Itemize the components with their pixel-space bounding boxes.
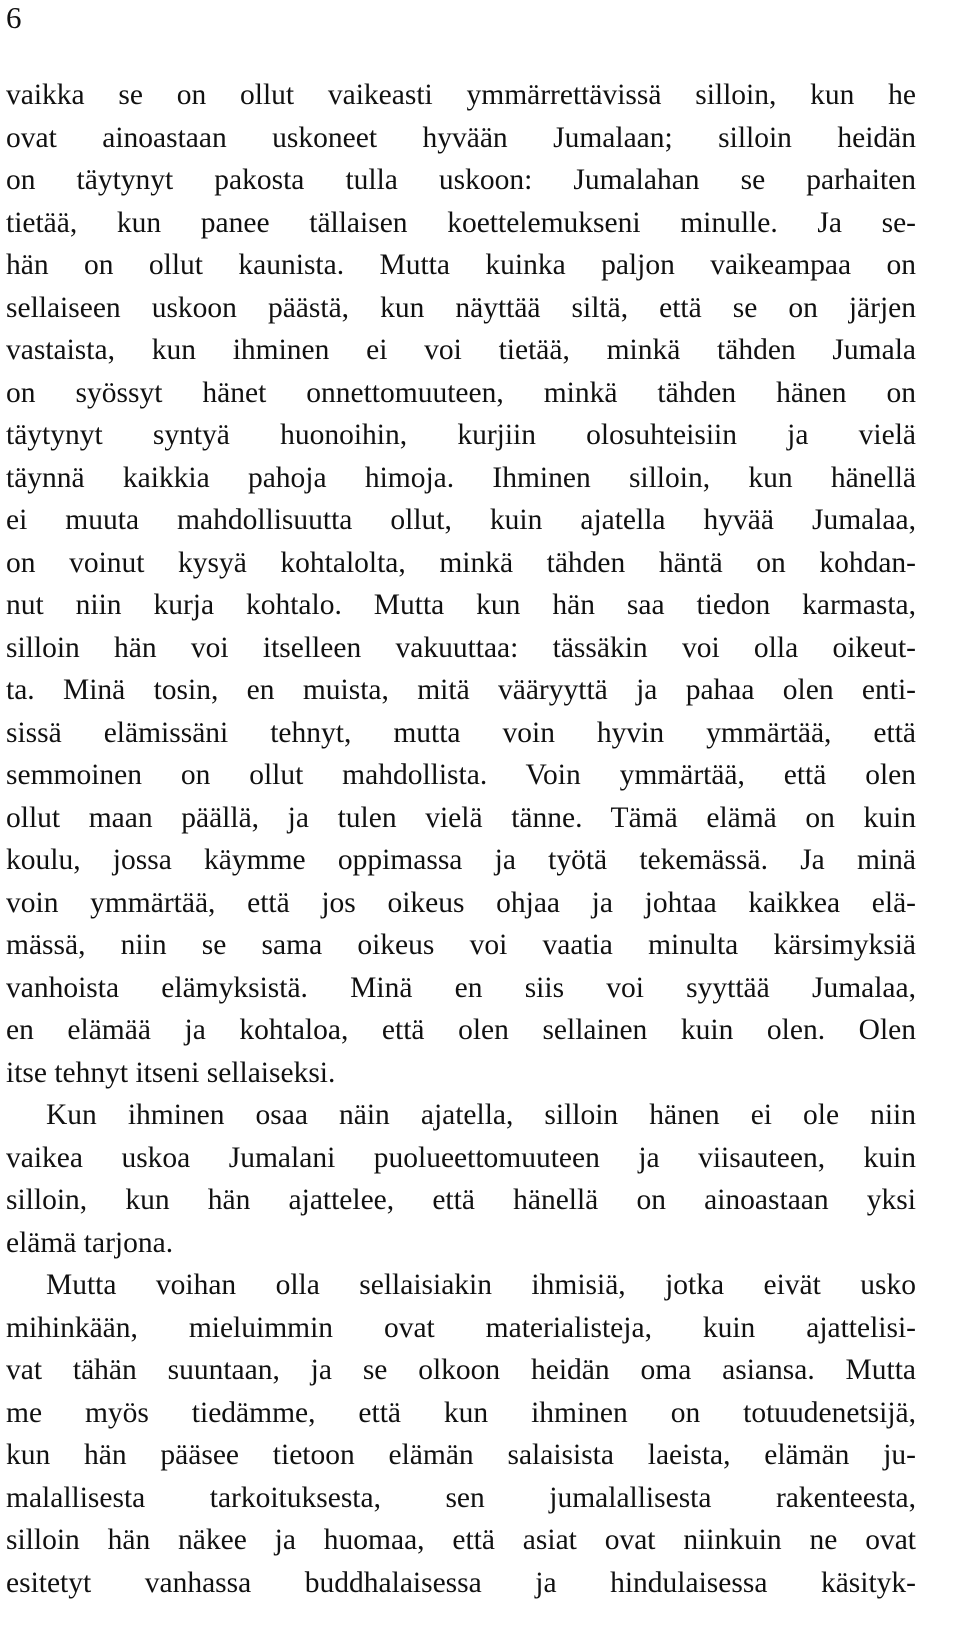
text-line: malallisesta tarkoituksesta, sen jumalallisesta rakenteesta, [6,1481,916,1514]
text-line: täytynyt syntyä huonoihin, kurjiin olosuhteisiin ja vielä [6,419,916,451]
text-line: ollut maan päällä, ja tulen vielä tänne. Tämä elämä on kuin [6,801,916,834]
text-line: hän on ollut kaunista. Mutta kuinka paljon vaikeampaa on [6,249,916,281]
text-line: Mutta voihan olla sellaisiakin ihmisiä, jotka eivät usko [46,1269,916,1301]
text-line: vanhoista elämyksistä. Minä en siis voi syyttää Jumalaa, [6,971,916,1004]
text-line: vaikka se on ollut vaikeasti ymmärrettävissä silloin, kun he [6,79,916,111]
text-line: sellaiseen uskoon päästä, kun näyttää siltä, että se on järjen [6,291,916,324]
text-line: silloin hän näkee ja huomaa, että asiat ovat niinkuin ne ovat [6,1524,916,1556]
text-line: silloin hän voi itselleen vakuuttaa: tässäkin voi olla oikeut- [6,631,916,664]
text-line: nut niin kurja kohtalo. Mutta kun hän saa tiedon karmasta, [6,589,916,621]
text-line: mihinkään, mieluimmin ovat materialisteja, kuin ajattelisi- [6,1311,916,1344]
text-line: itse tehnyt itseni sellaiseksi. [6,1056,336,1089]
text-line: ei muuta mahdollisuutta ollut, kuin ajatella hyvää Jumalaa, [6,504,916,536]
text-line: on voinut kysyä kohtalolta, minkä tähden häntä on kohdan- [6,546,916,579]
text-line: silloin, kun hän ajattelee, että hänellä on ainoastaan yksi [6,1184,916,1216]
text-line: vat tähän suuntaan, ja se olkoon heidän oma asiansa. Mutta [6,1354,916,1386]
text-line: Kun ihminen osaa näin ajatella, silloin hänen ei ole niin [46,1099,916,1131]
text-line: me myös tiedämme, että kun ihminen on totuudenetsijä, [6,1396,916,1429]
text-line: on syössyt hänet onnettomuuteen, minkä tähden hänen on [6,376,916,409]
page-number: 6 [6,0,22,35]
text-line: semmoinen on ollut mahdollista. Voin ymmärtää, että olen [6,759,916,791]
text-line: koulu, jossa käymme oppimassa ja työtä tekemässä. Ja minä [6,844,916,876]
text-line: voin ymmärtää, että jos oikeus ohjaa ja johtaa kaikkea elä- [6,886,916,919]
text-line: vaikea uskoa Jumalani puolueettomuuteen ja viisauteen, kuin [6,1141,916,1174]
text-line: tietää, kun panee tällaisen koettelemukseni minulle. Ja se- [6,206,916,239]
text-line: en elämää ja kohtaloa, että olen sellainen kuin olen. Olen [6,1014,916,1046]
text-line: on täytynyt pakosta tulla uskoon: Jumalahan se parhaiten [6,164,916,196]
body-text [6,74,916,1604]
text-line: esitetyt vanhassa buddhalaisessa ja hindulaisessa käsityk- [6,1566,916,1599]
text-line: ta. Minä tosin, en muista, mitä vääryyttä ja pahaa olen enti- [6,674,916,706]
text-line: sissä elämissäni tehnyt, mutta voin hyvin ymmärtää, että [6,716,916,749]
text-line: vastaista, kun ihminen ei voi tietää, minkä tähden Jumala [6,334,916,366]
text-line: elämä tarjona. [6,1226,174,1259]
text-line: ovat ainoastaan uskoneet hyvään Jumalaan; silloin heidän [6,121,916,154]
text-line: täynnä kaikkia pahoja himoja. Ihminen silloin, kun hänellä [6,461,916,494]
text-line: mässä, niin se sama oikeus voi vaatia minulta kärsimyksiä [6,929,916,961]
text-line: kun hän pääsee tietoon elämän salaisista laeista, elämän ju- [6,1439,916,1471]
